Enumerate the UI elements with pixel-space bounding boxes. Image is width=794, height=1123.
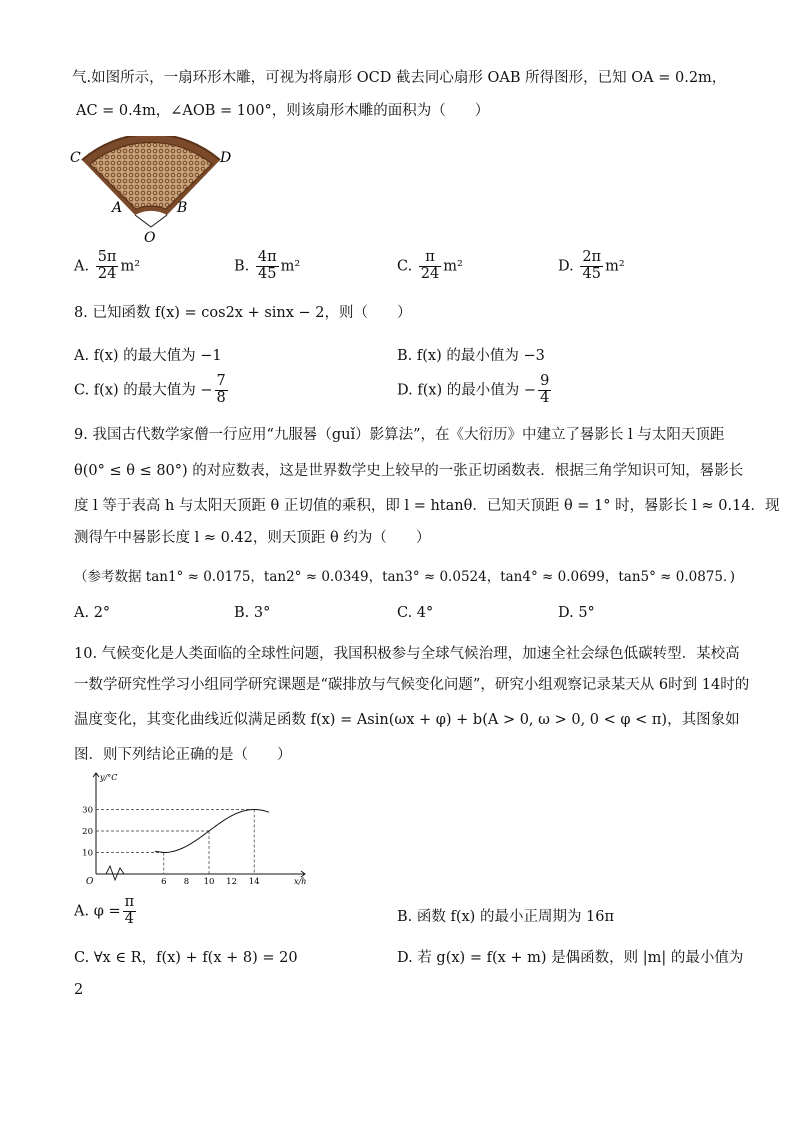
q9-line4: 测得午中晷影长度 l ≈ 0.42，则天顶距 θ 约为（ ） [74,530,431,546]
y-tick-label: 20 [82,827,93,837]
y-tick-label: 10 [82,848,93,859]
q9-option-d[interactable]: D. 5° [558,605,595,621]
x-tick-label: 10 [203,877,215,887]
q10-option-c[interactable]: C. ∀x ∈ R，f(x) + f(x + 8) = 20 [74,950,298,966]
q7-option-b[interactable]: B. $\frac{4\pi}{45}$ m² [234,249,301,282]
q10-line4: 图．则下列结论正确的是（ ） [74,747,292,763]
q7-option-c[interactable]: C. $\frac{\pi}{24}$ m² [397,249,463,282]
q10-line3: 温度变化，其变化曲线近似满足函数 f(x) = Asin(ωx + φ) + b(A > 0, ω > 0, 0 < φ < π)，其图象如 [74,712,740,728]
q9-line2: θ(0° ≤ θ ≤ 80°) 的对应数表，这是世界数学史上较早的一张正切函数表．根据三角学知识可知，晷影长 [74,463,744,479]
x-tick-label: 12 [226,877,238,887]
x-tick-label: 6 [161,877,167,887]
q8-option-d[interactable]: D. f(x) 的最小值为 − $\frac{9}{4}$ [397,373,550,406]
q7-line2: AC = 0.4m，∠AOB = 100°，则该扇形木雕的面积为（ ） [76,103,490,119]
temperature-chart [82,770,312,888]
q8-option-a[interactable]: A. f(x) 的最大值为 −1 [74,348,222,364]
q7-line1: 气.如图所示，一扇环形木雕，可视为将扇形 OCD 截去同心扇形 OAB 所得图形，已知 OA = 0.2m， [72,70,727,86]
page-number: 2 [74,982,84,998]
q8-stem: 8. 已知函数 f(x) = cos2x + sinx − 2，则（ ） [74,305,412,321]
x-tick-label: 14 [248,877,260,887]
x-tick-label: 8 [183,877,190,887]
label-A: A [112,200,123,216]
origin-label: O [86,877,94,887]
y-tick-label: 30 [82,805,93,816]
q10-line1: 10. 气候变化是人类面临的全球性问题，我国积极参与全球气候治理，加速全社会绿色低碳转型．某校高 [74,646,740,662]
q10-option-a[interactable]: A. φ = $\frac{\pi}{4}$ [74,894,135,927]
q8-option-b[interactable]: B. f(x) 的最小值为 −3 [397,348,545,364]
q8-option-c[interactable]: C. f(x) 的最大值为 − $\frac{7}{8}$ [74,373,226,406]
y-axis-label: y/°C [100,773,118,782]
label-D: D [220,150,232,166]
q10-line2: 一数学研究性学习小组同学研究课题是“碳排放与气候变化问题”，研究小组观察记录某天从 6时到 14时的 [74,677,750,693]
q9-line1: 9. 我国古代数学家僧一行应用“九服晷（guǐ）影算法”，在《大衍历》中建立了晷影长 l 与太阳天顶距 [74,427,725,443]
axis-break-mark [106,866,124,880]
q7-option-d[interactable]: D. $\frac{2\pi}{45}$ m² [558,249,625,282]
label-O: O [144,230,156,246]
q9-reference-data: （参考数据 tan1° ≈ 0.0175，tan2° ≈ 0.0349，tan3° ≈ 0.0524，tan4° ≈ 0.0699，tan5° ≈ 0.0875．) [74,569,735,585]
temperature-curve [164,810,269,853]
label-B: B [177,200,188,216]
x-axis-label: x/h [294,877,307,886]
q9-option-b[interactable]: B. 3° [234,605,271,621]
q7-option-a[interactable]: A. $\frac{5\pi}{24}$ m² [74,249,141,282]
q10-option-b[interactable]: B. 函数 f(x) 的最小正周期为 16π [397,909,615,925]
q10-option-d[interactable]: D. 若 g(x) = f(x + m) 是偶函数，则 |m| 的最小值为 [397,950,744,966]
q9-option-a[interactable]: A. 2° [74,605,111,621]
q9-option-c[interactable]: C. 4° [397,605,434,621]
fan-carving-figure [68,136,248,248]
label-C: C [70,150,81,166]
q9-line3: 度 l 等于表高 h 与太阳天顶距 θ 正切值的乘积，即 l = htanθ．已知天顶距 θ = 1° 时，晷影长 l ≈ 0.14．现 [74,498,780,514]
